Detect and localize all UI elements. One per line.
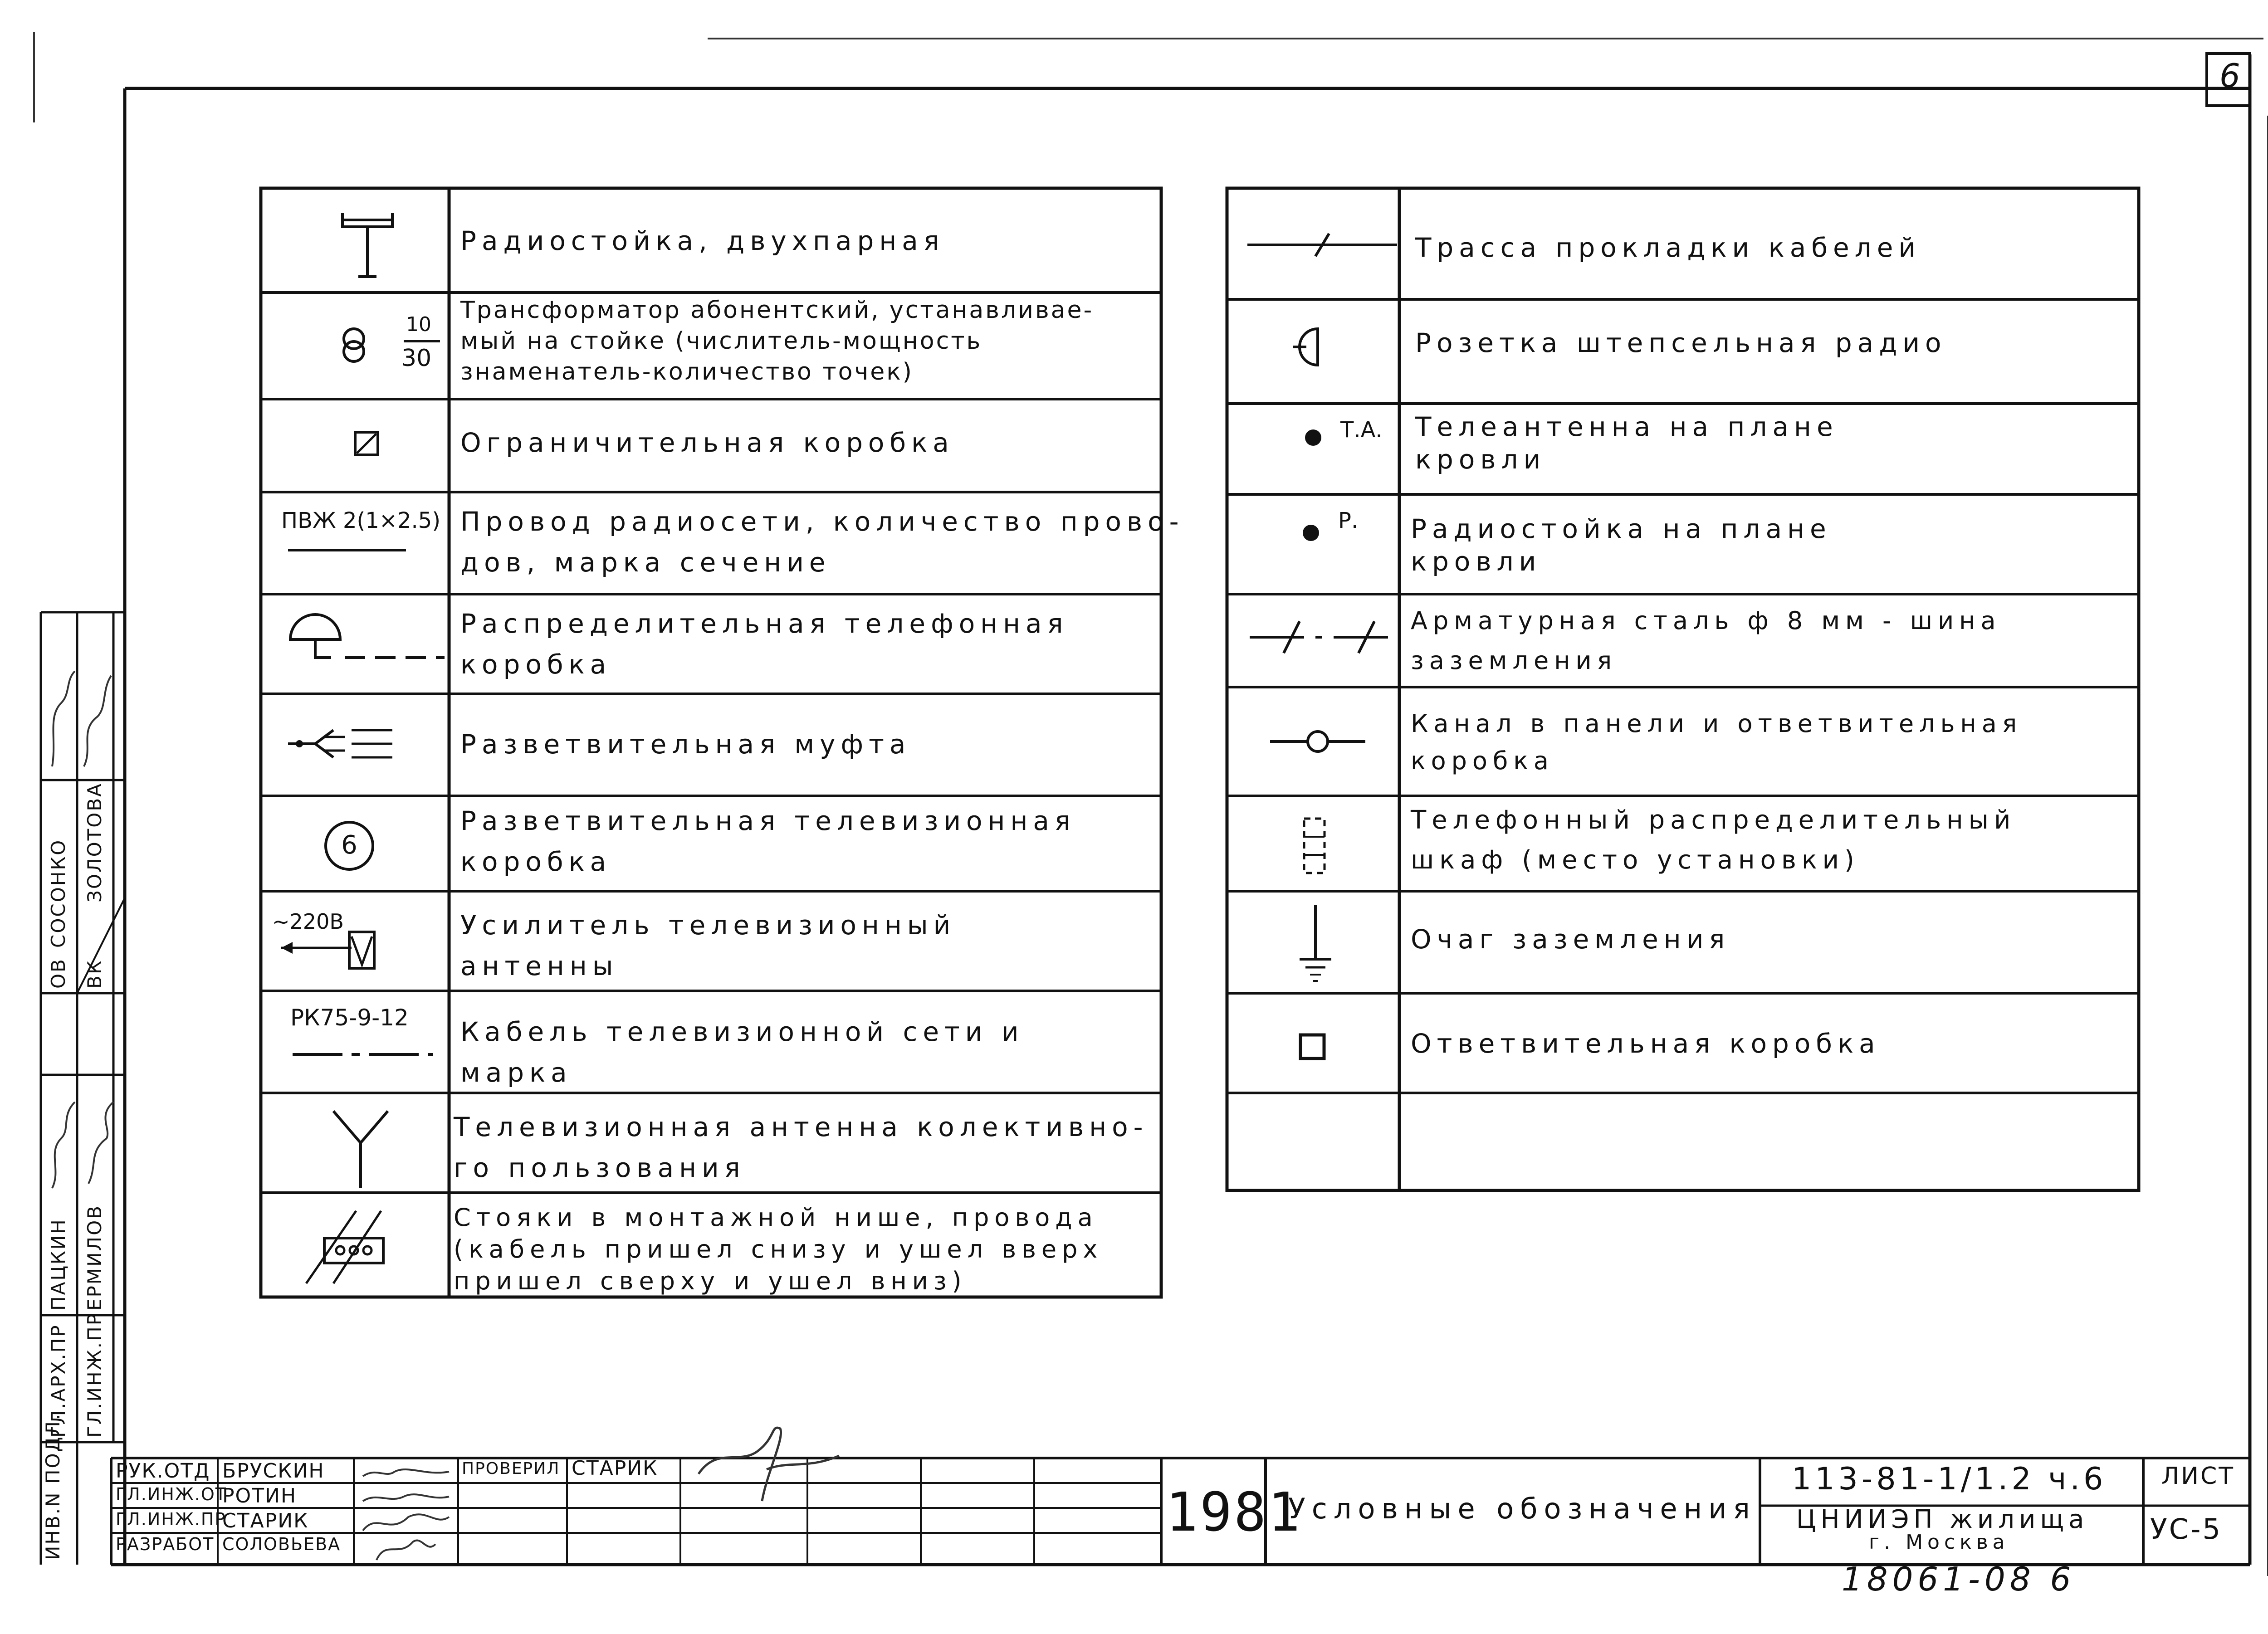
sheet-label: ЛИСТ [2161, 1463, 2235, 1490]
margin-header-vk: ВК [83, 959, 106, 989]
antenna-dot-icon [1302, 426, 1325, 449]
margin-header-eng: ГЛ.ИНЖ.ПР [83, 1312, 106, 1438]
name-3: СТАРИК [222, 1509, 309, 1532]
tv-antenna-mark: Т.А. [1340, 417, 1383, 443]
branch-box-symbol [1295, 1029, 1331, 1066]
left-row-7-label: Разветвительная телевизионная коробка [460, 805, 1076, 877]
left-row-1-label: Радиостойка, двухпарная [460, 225, 945, 256]
sheet-number: 6 [2219, 57, 2240, 95]
limiting-box-symbol [352, 429, 383, 460]
checked-name: СТАРИК [572, 1457, 658, 1480]
tv-branch-box-number: 6 [341, 830, 357, 860]
tv-cable-line [290, 1045, 435, 1063]
role-3: ГЛ.ИНЖ.ПР [116, 1509, 226, 1529]
left-row-10-label: Телевизионная антенна колективно- го пользования [454, 1112, 1149, 1183]
left-row-5-label: Распределительная телефонная коробка [460, 608, 1069, 680]
left-row-2-label: Трансформатор абонентский, устанавливае- мый на стойке (числитель-мощность знаменатель-количество точек) [460, 297, 1094, 385]
right-row-8-label: Очаг заземления [1411, 924, 1730, 955]
right-row-4-label: Радиостойка на плане кровли [1411, 513, 1832, 577]
panel-channel-symbol [1266, 721, 1370, 762]
sheet-value: УС-5 [2150, 1512, 2222, 1546]
name-2: РОТИН [222, 1484, 297, 1507]
transformer-numerator: 10 [406, 313, 431, 336]
telephone-box-symbol [281, 603, 449, 685]
margin-header-ov: ОВ [47, 958, 69, 989]
radio-rack-double-symbol [333, 195, 401, 286]
right-row-9-label: Ответвительная коробка [1411, 1028, 1881, 1059]
riser-niche-symbol [297, 1206, 406, 1288]
margin-name-1: ПАЦКИН [47, 1218, 69, 1311]
role-1: РУК.ОТД [116, 1459, 210, 1483]
right-row-1-label: Трасса прокладки кабелей [1415, 232, 1921, 263]
name-4: СОЛОВЬЕВА [222, 1534, 341, 1554]
tv-amplifier-symbol [272, 909, 445, 977]
radio-wire-mark: ПВЖ 2(1×2.5) [281, 508, 441, 533]
margin-header-inv: ИНВ.N ПОДЛ. [42, 1412, 64, 1560]
title-block-signatures [358, 1458, 458, 1565]
amplifier-icon [272, 927, 381, 982]
margin-signature-lower [43, 1088, 120, 1197]
right-row-6-label: Канал в панели и ответвительная коробка [1411, 709, 2023, 775]
radio-socket-symbol [1284, 322, 1338, 372]
collective-antenna-symbol [324, 1102, 397, 1193]
branch-coupling-symbol [284, 721, 401, 766]
radio-rack-mark: Р. [1338, 508, 1359, 533]
margin-header-arch: ГЛ.АРХ.ПР [47, 1324, 69, 1438]
right-row-2-label: Розетка штепсельная радио [1415, 327, 1947, 358]
checked-label: ПРОВЕРИЛ [462, 1459, 560, 1478]
tv-amplifier-voltage: ~220В [272, 909, 344, 934]
radio-rack-roof-symbol [1300, 508, 1368, 549]
tv-cable-symbol [290, 1005, 445, 1086]
transformer-denominator: 30 [401, 345, 432, 372]
bottom-code: 18061-08 6 [1842, 1560, 2076, 1598]
left-row-4-label: Провод радиосети, количество прово- дов, марка сечение [460, 506, 1184, 578]
transformer-icon [338, 324, 370, 365]
tv-antenna-roof-symbol [1302, 417, 1397, 454]
city: г. Москва [1869, 1531, 2009, 1554]
name-1: БРУСКИН [222, 1459, 325, 1483]
organization: ЦНИИЭП жилища [1796, 1505, 2089, 1534]
left-row-8-label: Усилитель телевизионный антенны [460, 910, 956, 981]
year: 1981 [1166, 1481, 1302, 1543]
left-row-9-label: Кабель телевизионной сети и марка [460, 1016, 1024, 1088]
margin-name-2: ЕРМИЛОВ [83, 1205, 106, 1311]
transformer-symbol [338, 313, 442, 376]
grounding-bus-symbol [1245, 612, 1395, 662]
right-row-5-label: Арматурная сталь ф 8 мм - шина заземления [1411, 606, 2001, 675]
tv-cable-mark: РК75-9-12 [290, 1005, 409, 1031]
telephone-cabinet-symbol [1297, 812, 1334, 880]
cable-route-symbol [1243, 227, 1402, 263]
role-2: ГЛ.ИНЖ.ОТ [116, 1484, 227, 1504]
grounding-point-symbol [1293, 900, 1338, 986]
right-row-3-label: Телеантенна на плане кровли [1415, 411, 1838, 475]
left-row-6-label: Разветвительная муфта [460, 729, 911, 760]
drawing-title: Условные обозначения [1288, 1492, 1756, 1525]
margin-name-3: СОСОНКО [47, 839, 69, 948]
margin-signature-upper [43, 662, 120, 776]
margin-name-4: ЗОЛОТОВА [83, 782, 106, 902]
role-4: РАЗРАБОТ [116, 1534, 215, 1554]
checked-signature [689, 1419, 853, 1510]
left-row-11-label: Стояки в монтажной нише, провода (кабель пришел снизу и ушел вверх пришел сверху и ушел вниз) [454, 1203, 1103, 1295]
project-code: 113-81-1/1.2 ч.6 [1792, 1461, 2107, 1497]
left-row-3-label: Ограничительная коробка [460, 427, 954, 458]
tv-branch-box-symbol [324, 821, 374, 871]
rack-dot-icon [1300, 522, 1322, 544]
radio-wire-symbol [279, 503, 447, 585]
right-row-7-label: Телефонный распределительный шкаф (место установки) [1411, 805, 2016, 875]
